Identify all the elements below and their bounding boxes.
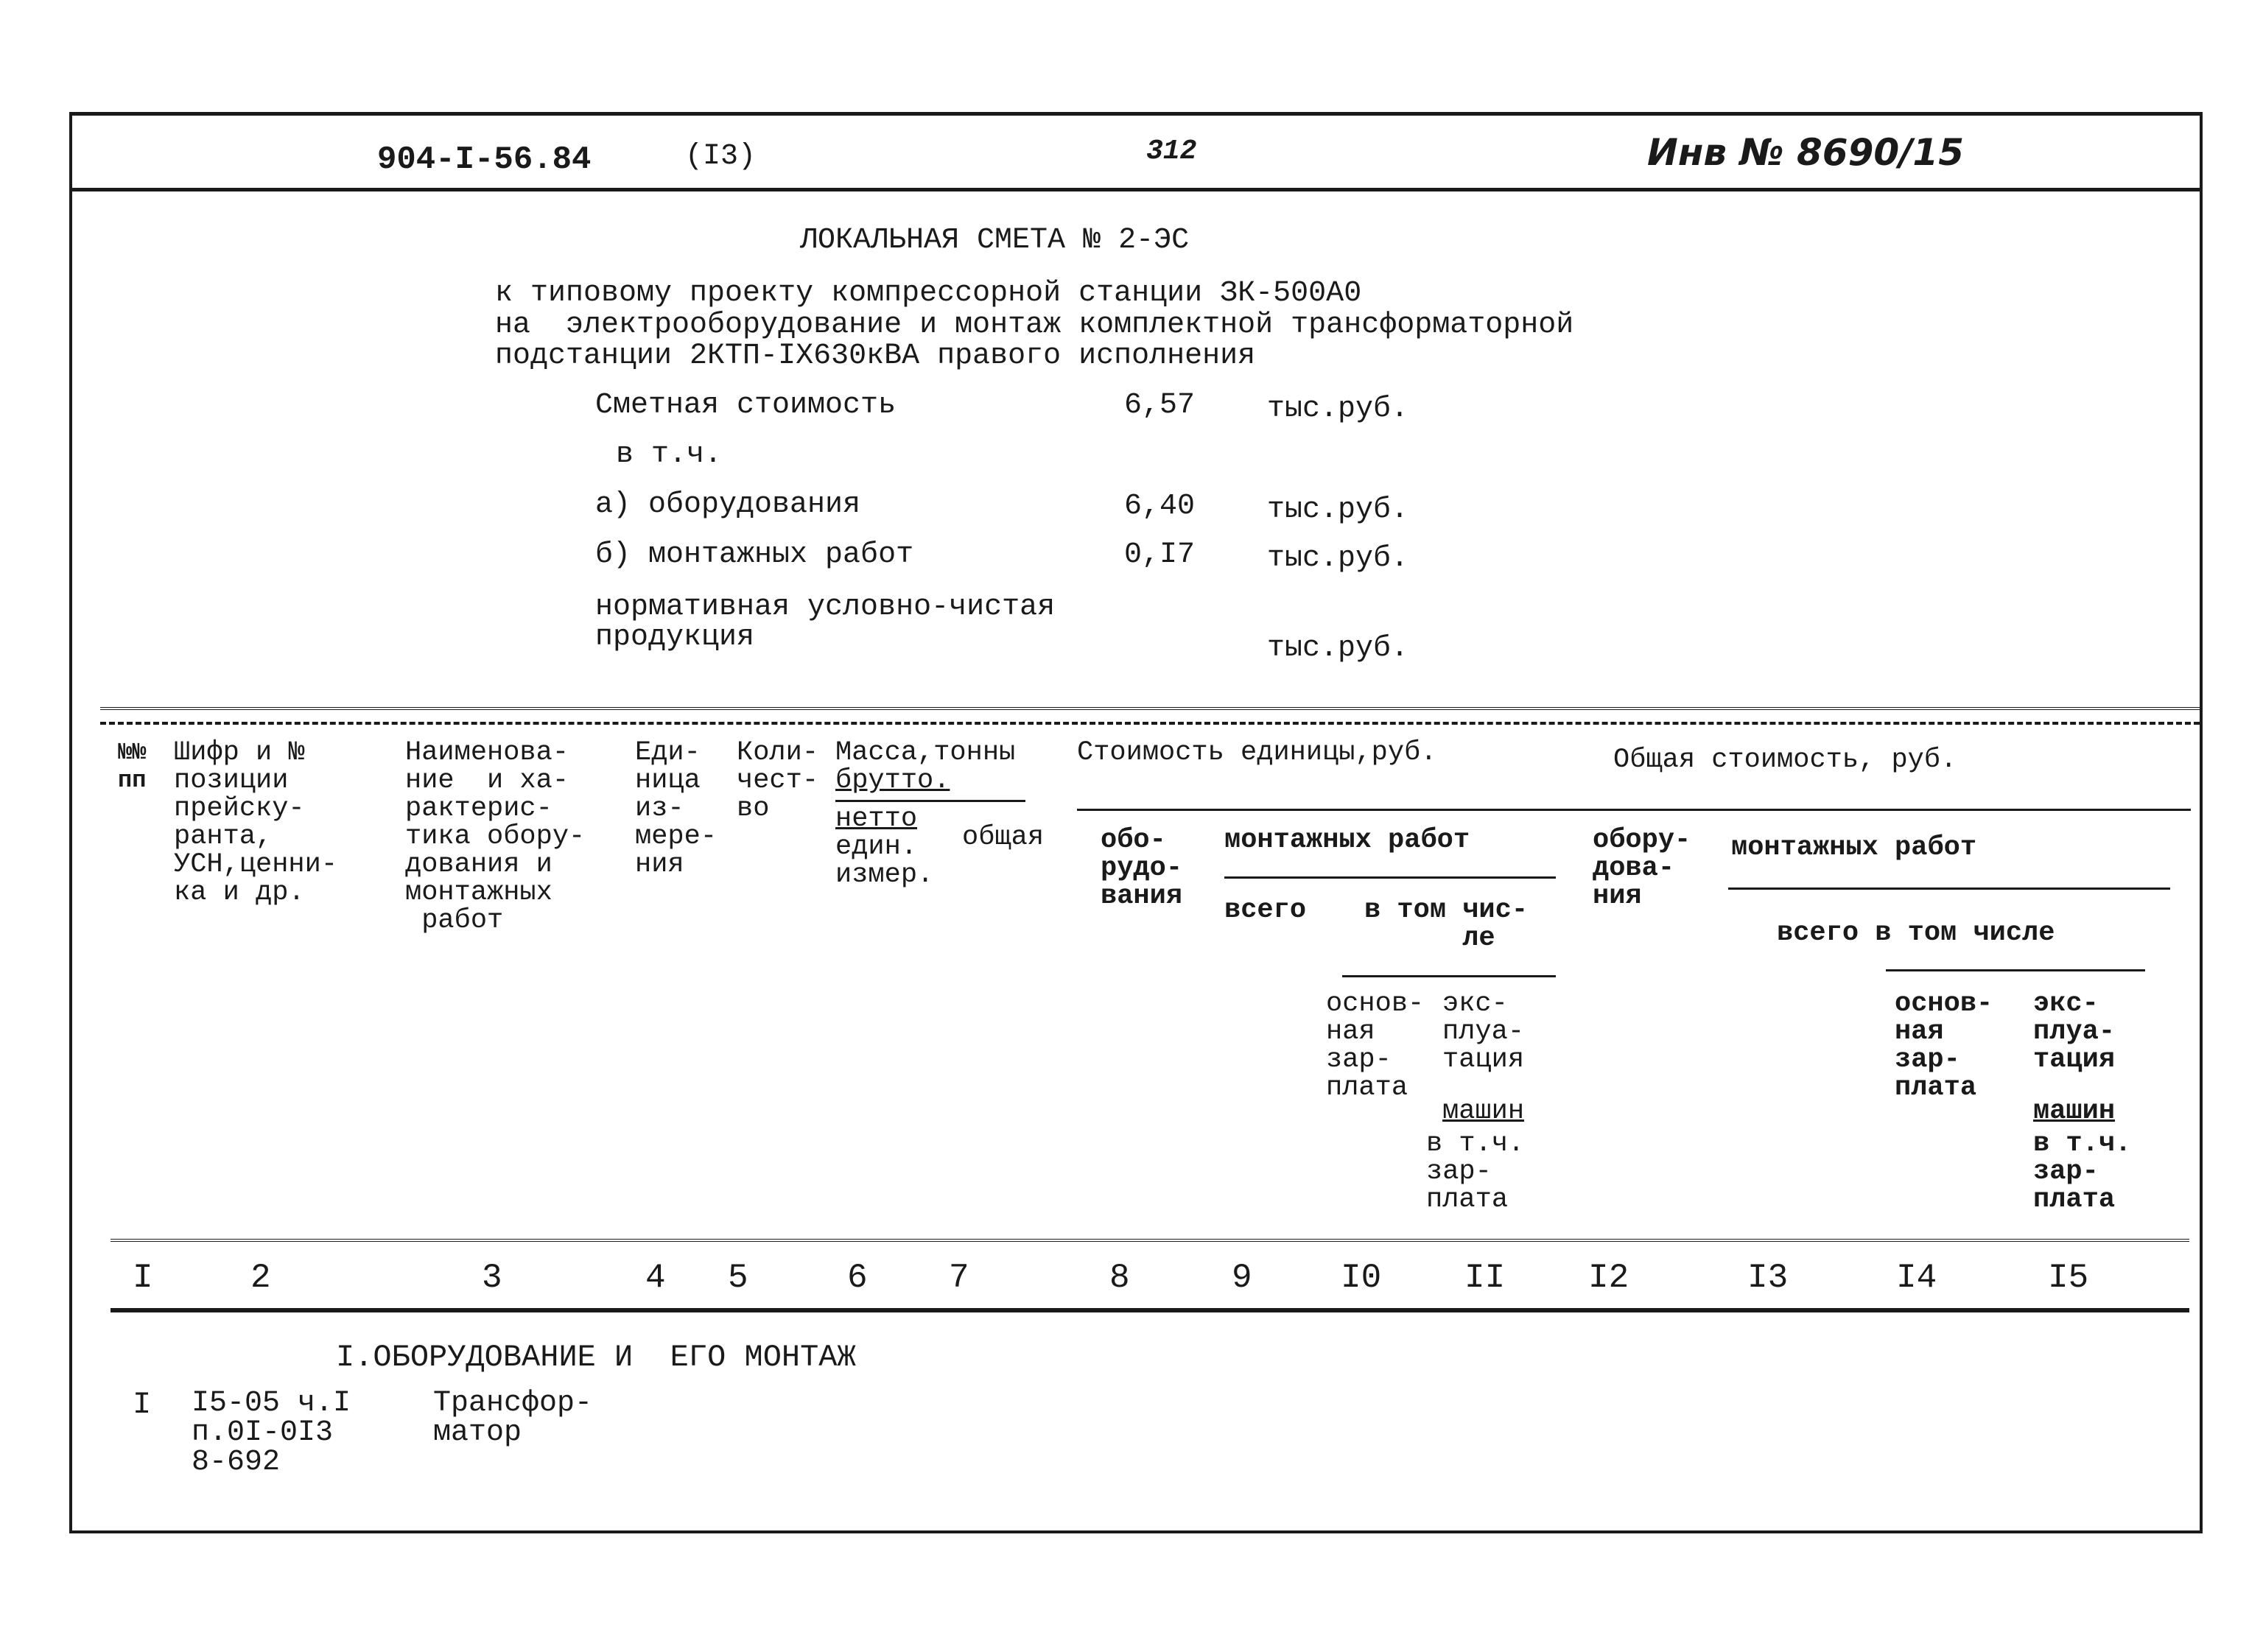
col-header-name: Наименова- ние и ха- рактерис- тика обору- дования и монтажных работ bbox=[405, 737, 586, 936]
col-number: 5 bbox=[728, 1259, 748, 1297]
installation-cost-unit: тыс.руб. bbox=[1267, 542, 1409, 575]
normative-output-unit: тыс.руб. bbox=[1267, 632, 1409, 665]
col-header-machines-2: машин bbox=[2033, 1096, 2116, 1127]
col-number: I3 bbox=[1747, 1259, 1789, 1297]
col-header-install-works-2: монтажных работ bbox=[1731, 832, 1977, 863]
including-label: в т.ч. bbox=[616, 438, 723, 471]
col-header-including-pay: в т.ч. зар- плата bbox=[1426, 1128, 1525, 1215]
frame-left bbox=[69, 112, 72, 1533]
col-header-install-works: монтажных работ bbox=[1224, 825, 1470, 856]
normative-output-label: нормативная условно-чистая bbox=[595, 591, 1056, 624]
table-top-rule-2 bbox=[100, 722, 2200, 725]
row-name: Трансфор- матор bbox=[433, 1387, 593, 1449]
col-number: I0 bbox=[1341, 1259, 1382, 1297]
col-header-machine-operation: экс- плуа- тация bbox=[1442, 988, 1525, 1075]
doc-code: 904-I-56.84 bbox=[377, 141, 592, 178]
col-header-quantity: Коли- чест- во bbox=[737, 737, 819, 824]
section-title: I.ОБОРУДОВАНИЕ И ЕГО МОНТАЖ bbox=[336, 1340, 856, 1375]
column-numbers-top-rule bbox=[110, 1239, 2189, 1242]
col-header-brutto: брутто. bbox=[835, 765, 950, 796]
col-header-machine-operation-2: экс- плуа- тация bbox=[2033, 988, 2116, 1075]
frame-bottom bbox=[69, 1530, 2203, 1533]
installation-cost-value: 0,I7 bbox=[1124, 538, 1196, 572]
title-line-1: к типовому проекту компрессорной станции ЗК-500А0 bbox=[495, 277, 1362, 310]
col-header-unit-measure: един. измер. bbox=[835, 832, 934, 890]
row-number: I bbox=[133, 1387, 152, 1422]
col-header-base-pay-2: основ- ная зар- плата bbox=[1895, 988, 1993, 1103]
including-rule-2 bbox=[1886, 969, 2145, 971]
table-top-rule bbox=[100, 707, 2200, 710]
total-cost-value: 6,57 bbox=[1124, 389, 1196, 422]
col-header-unit-cost: Стоимость единицы,руб. bbox=[1077, 737, 1437, 768]
installation-cost-label: б) монтажных работ bbox=[595, 538, 914, 572]
total-cost-unit: тыс.руб. bbox=[1267, 393, 1409, 426]
col-header-total-including-2: всего в том числе bbox=[1777, 918, 2055, 949]
estimate-heading: ЛОКАЛЬНАЯ СМЕТА № 2-ЭС bbox=[800, 224, 1190, 257]
col-header-total-mass: общая bbox=[962, 822, 1045, 853]
frame-top bbox=[72, 112, 2203, 116]
including-rule bbox=[1342, 975, 1556, 977]
title-line-3: подстанции 2КТП-IX630кВА правого исполнения bbox=[495, 340, 1256, 373]
header-divider bbox=[72, 188, 2200, 191]
col-header-base-pay: основ- ная зар- плата bbox=[1326, 988, 1425, 1103]
equipment-cost-value: 6,40 bbox=[1124, 490, 1196, 523]
equipment-cost-label: а) оборудования bbox=[595, 488, 861, 521]
col-header-equipment-2: обору- дова- ния bbox=[1593, 825, 1691, 912]
inventory-number: Инв № 8690/15 bbox=[1647, 131, 1965, 174]
col-number: 7 bbox=[949, 1259, 969, 1297]
col-number: 9 bbox=[1232, 1259, 1252, 1297]
equipment-cost-unit: тыс.руб. bbox=[1267, 493, 1409, 527]
normative-output-label-2: продукция bbox=[595, 621, 755, 654]
col-header-including-pay-2: в т.ч. зар- плата bbox=[2033, 1128, 2132, 1215]
row-code: I5-05 ч.I п.0I-0I3 8-692 bbox=[192, 1387, 351, 1479]
page-number: 312 bbox=[1146, 136, 1197, 167]
col-header-code: Шифр и № позиции прейску- ранта, УСН,ценни- ка и др. bbox=[174, 737, 338, 908]
title-line-2: на электрооборудование и монтаж комплектной трансформаторной bbox=[495, 309, 1574, 342]
col-header-equipment: обо- рудо- вания bbox=[1101, 825, 1183, 912]
col-header-total-cost: Общая стоимость, руб. bbox=[1613, 745, 1957, 776]
col-header-including: в том чис- ле bbox=[1364, 895, 1529, 954]
col-header-total: всего bbox=[1224, 895, 1307, 926]
col-header-number: №№ пп bbox=[118, 739, 147, 794]
install-rule-2 bbox=[1728, 887, 2170, 890]
col-header-machines: машин bbox=[1442, 1096, 1525, 1127]
unit-cost-rule bbox=[1077, 809, 2191, 811]
col-number: II bbox=[1464, 1259, 1506, 1297]
col-number: I5 bbox=[2048, 1259, 2089, 1297]
col-number: 8 bbox=[1109, 1259, 1130, 1297]
col-number: I2 bbox=[1588, 1259, 1629, 1297]
sheet-number: (I3) bbox=[685, 140, 757, 173]
install-rule bbox=[1224, 876, 1556, 879]
mass-subrule bbox=[835, 800, 1025, 802]
col-number: 3 bbox=[482, 1259, 502, 1297]
col-number: I bbox=[133, 1259, 153, 1297]
col-header-unit: Еди- ница из- мере- ния bbox=[635, 737, 718, 880]
frame-right bbox=[2200, 112, 2203, 1533]
column-numbers-bottom-rule bbox=[110, 1308, 2189, 1312]
col-header-netto: нетто bbox=[835, 804, 918, 834]
col-number: 6 bbox=[847, 1259, 868, 1297]
col-number: 4 bbox=[645, 1259, 666, 1297]
col-number: 2 bbox=[250, 1259, 271, 1297]
col-number: I4 bbox=[1896, 1259, 1937, 1297]
total-cost-label: Сметная стоимость bbox=[595, 389, 897, 422]
col-header-mass: Масса,тонны bbox=[835, 737, 1016, 768]
